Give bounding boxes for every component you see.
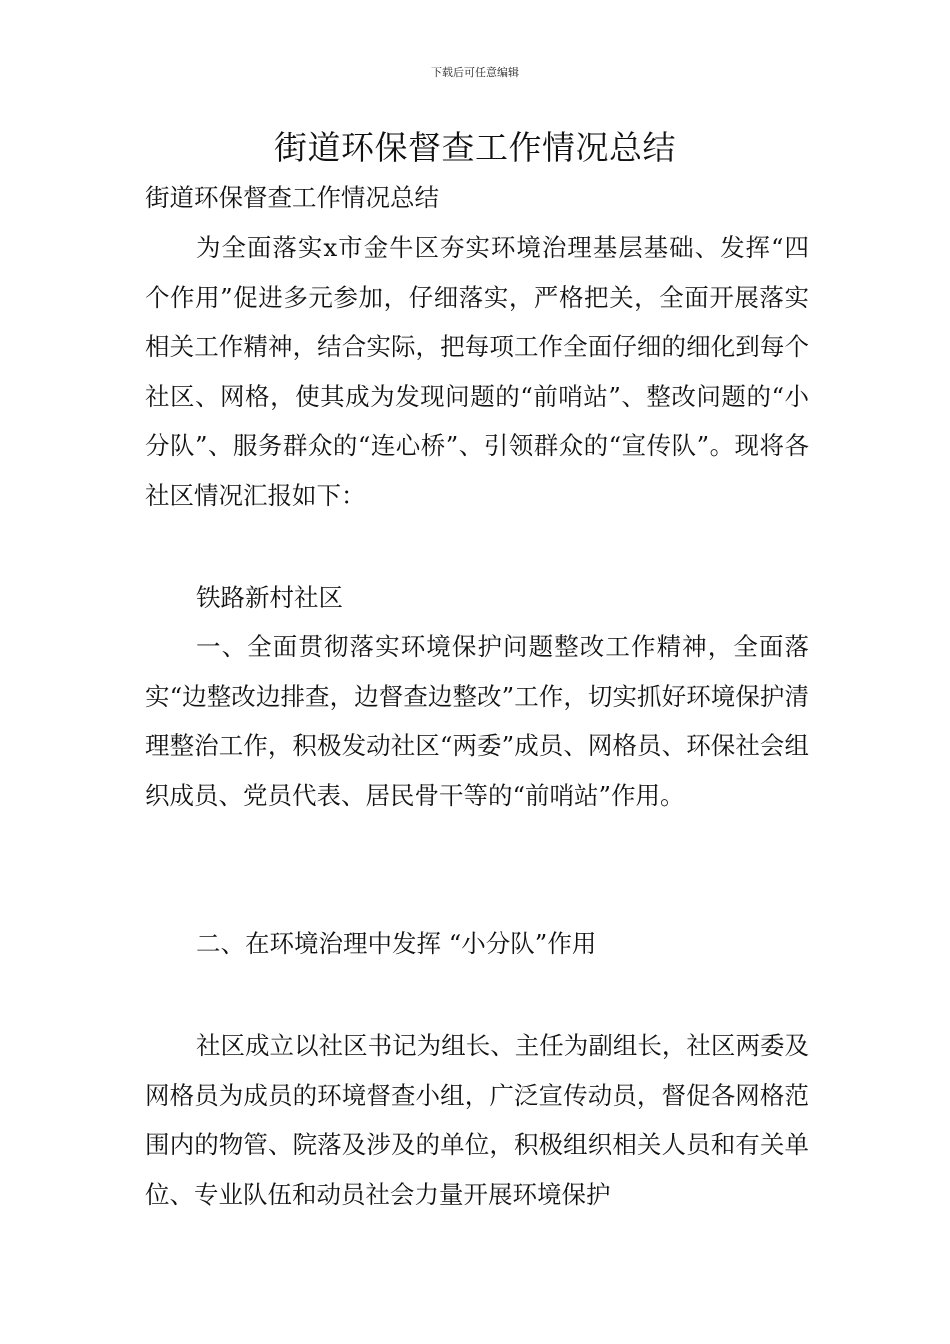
item-two-heading: 二、在环境治理中发挥 “小分队”作用	[196, 929, 597, 958]
intro-paragraph: 为全面落实x市金牛区夯实环境治理基层基础、发挥“四个作用”促进多元参加，仔细落实，严格把关，全面开展落实相关工作精神，结合实际，把每项工作全面仔细的细化到每个社区、网格，使其成为发现问题的“前哨站”、整改问题的“小分队”、服务群众的“连心桥”、引领群众的“宣传队”。现将各社区情况汇报如下：	[145, 233, 809, 510]
item-one-paragraph: 一、全面贯彻落实环境保护问题整改工作精神，全面落实“边整改边排查，边督查边整改”工作，切实抓好环境保护清理整治工作，积极发动社区“两委”成员、网格员、环保社会组织成员、党员代表、居民骨干等的“前哨站”作用。	[145, 632, 809, 810]
document-subtitle: 街道环保督查工作情况总结	[145, 183, 439, 212]
header-note: 下载后可任意编辑	[431, 66, 519, 79]
document-title: 街道环保督查工作情况总结	[274, 128, 676, 167]
community-heading: 铁路新村社区	[196, 583, 343, 612]
item-two-paragraph: 社区成立以社区书记为组长、主任为副组长，社区两委及网格员为成员的环境督查小组，广泛宣传动员，督促各网格范围内的物管、院落及涉及的单位，积极组织相关人员和有关单位、专业队伍和动员社会力量开展环境保护	[145, 1031, 809, 1209]
